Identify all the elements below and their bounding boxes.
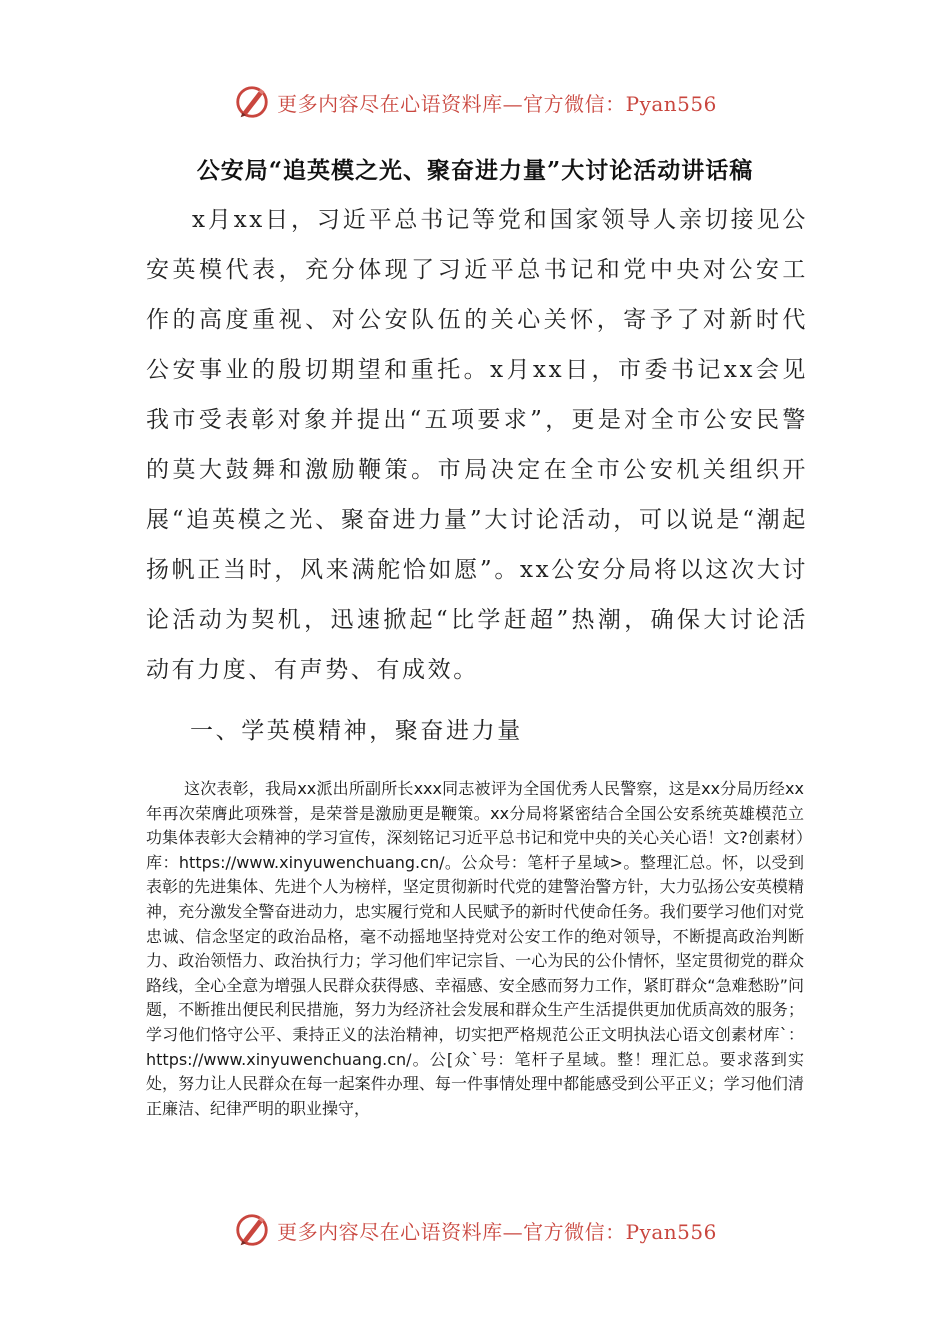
body-paragraph: 这次表彰，我局xx派出所副所长xxx同志被评为全国优秀人民警察，这是xx分局历经xx年再次荣膺此项殊誉，是荣誉是激励更是鞭策。xx分局将紧密结合全国公安系统英雄模范立功集体表彰大会精神的学习宣传，深刻铭记习近平总书记和党中央的关心关心语！文?创素材）库：https://www.xinyuwenchuang.cn/。公众号：笔杆子星域>。整理汇总。怀，以受到表彰的先进集体、先进个人为榜样，坚定贯彻新时代党的建警治警方针，大力弘扬公安英模精神，充分激发全警奋进动力，忠实履行党和人民赋予的新时代使命任务。我们要学习他们对党忠诚、信念坚定的政治品格，毫不动摇地坚持党对公安工作的绝对领导，不断提高政治判断力、政治领悟力、政治执行力；学习他们牢记宗旨、一心为民的公仆情怀，坚定贯彻党的群众路线，全心全意为增强人民群众获得感、幸福感、安全感而努力工作，紧盯群众“急难愁盼”问题，不断推出便民利民措施，努力为经济社会发展和群众生产生活提供更加优质高效的服务；学习他们恪守公平、秉持正义的法治精神，切实把严格规范公正文明执法心语文创素材库`：https://www.xinyuwenchuang.cn/。公[众`号：笔杆子星域。整！理汇总。要求落到实处，努力让人民群众在每一起案件办理、每一件事情处理中都能感受到公平正义；学习他们清正廉洁、纪律严明的职业操守， — [146, 779, 804, 1118]
watermark-text: 更多内容尽在心语资料库—官方微信：Pyan556 — [277, 91, 717, 116]
watermark-text: 更多内容尽在心语资料库—官方微信：Pyan556 — [277, 1219, 717, 1244]
section-heading: 一、学英模精神，聚奋进力量 — [190, 718, 523, 744]
pen-circle-logo-icon — [233, 83, 271, 121]
watermark-banner-top — [0, 80, 950, 124]
pen-circle-logo-icon — [233, 1211, 271, 1249]
document-title: 公安局“追英模之光、聚奋进力量”大讨论活动讲话稿 — [196, 157, 754, 184]
watermark-banner-bottom — [0, 1208, 950, 1252]
intro-paragraph: x月xx日，习近平总书记等党和国家领导人亲切接见公安英模代表，充分体现了习近平总书记和党中央对公安工作的高度重视、对公安队伍的关心关怀，寄予了对新时代公安事业的殷切期望和重托。x月xx日，市委书记xx会见我市受表彰对象并提出“五项要求”，更是对全市公安民警的莫大鼓舞和激励鞭策。市局决定在全市公安机关组织开展“追英模之光、聚奋进力量”大讨论活动，可以说是“潮起扬帆正当时，风来满舵恰如愿”。xx公安分局将以这次大讨论活动为契机，迅速掀起“比学赶超”热潮，确保大讨论活动有力度、有声势、有成效。 — [146, 207, 808, 683]
